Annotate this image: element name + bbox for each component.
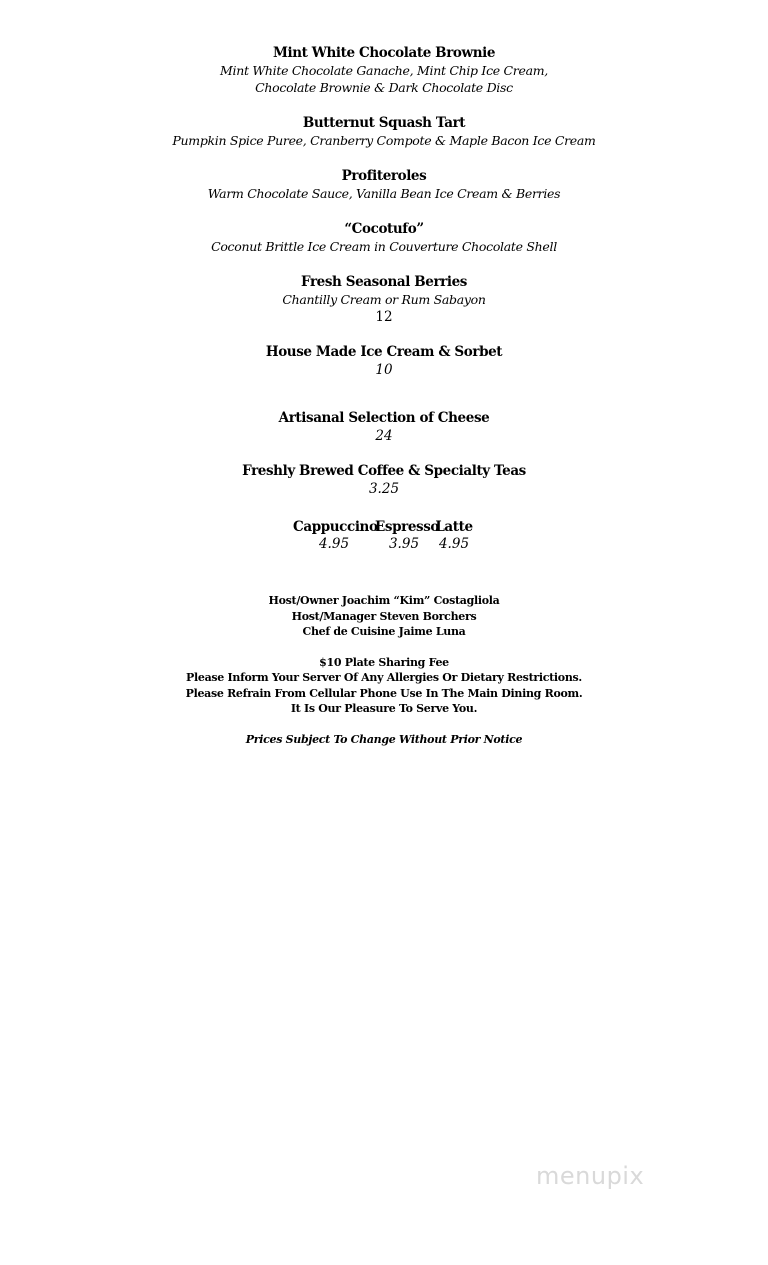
menu-item-description: Mint White Chocolate Ganache, Mint Chip Ice Cream,: [220, 63, 548, 78]
staff-line: Chef de Cuisine Jaime Luna: [302, 625, 466, 638]
price-notice: Prices Subject To Change Without Prior Notice: [245, 732, 523, 746]
menu-item-name: Artisanal Selection of Cheese: [278, 410, 490, 426]
coffee-price: 4.95: [318, 536, 350, 552]
menu-item: [0, 463, 768, 499]
menu-item-description: Warm Chocolate Sauce, Vanilla Bean Ice Cream & Berries: [207, 186, 561, 201]
coffee-name: Cappuccino: [293, 519, 378, 535]
menu-item-price: 10: [375, 362, 393, 378]
menu-item-description: Chocolate Brownie & Dark Chocolate Disc: [255, 80, 513, 95]
menu-item-name: House Made Ice Cream & Sorbet: [265, 344, 503, 360]
policy-line: Please Inform Your Server Of Any Allergies Or Dietary Restrictions.: [186, 671, 582, 684]
menu-item-name: “Cocotufo”: [344, 221, 424, 237]
menu-item-name: Freshly Brewed Coffee & Specialty Teas: [242, 463, 526, 479]
menu-item: [0, 221, 768, 255]
staff-line: Host/Owner Joachim “Kim” Costagliola: [268, 594, 500, 607]
menu-item: [0, 274, 768, 327]
menu-item: [0, 45, 768, 96]
policy-line: $10 Plate Sharing Fee: [319, 655, 449, 669]
menu-item-price: 12: [375, 309, 393, 325]
coffee-price: 3.95: [388, 536, 420, 552]
house-policies: [0, 655, 768, 717]
menu-item-price: 24: [375, 428, 393, 444]
menu-item-price: 3.25: [368, 481, 400, 497]
menu-item: [0, 410, 768, 446]
menu-item-description: Pumpkin Spice Puree, Cranberry Compote & Maple Bacon Ice Cream: [172, 133, 596, 148]
coffee-price: 4.95: [438, 536, 470, 552]
dessert-menu: [0, 45, 768, 747]
coffee-options: [293, 519, 475, 553]
staff-credits: [0, 593, 768, 640]
coffee-name: Latte: [435, 519, 473, 535]
menu-item: [0, 168, 768, 202]
menu-item: [0, 344, 768, 380]
menu-item-description: Coconut Brittle Ice Cream in Couverture Chocolate Shell: [211, 239, 557, 254]
menu-item: [0, 115, 768, 149]
policy-line: It Is Our Pleasure To Serve You.: [290, 702, 478, 715]
menu-item-name: Profiteroles: [341, 168, 427, 184]
staff-line: Host/Manager Steven Borchers: [291, 609, 477, 623]
watermark-logo: menupix: [536, 1162, 645, 1190]
menu-item-name: Mint White Chocolate Brownie: [272, 45, 496, 61]
menu-item-name: Butternut Squash Tart: [302, 115, 466, 131]
coffee-name: Espresso: [375, 519, 440, 535]
menu-item-name: Fresh Seasonal Berries: [301, 274, 467, 290]
menu-item-description: Chantilly Cream or Rum Sabayon: [282, 292, 486, 307]
policy-line: Please Refrain From Cellular Phone Use In The Main Dining Room.: [185, 686, 583, 700]
